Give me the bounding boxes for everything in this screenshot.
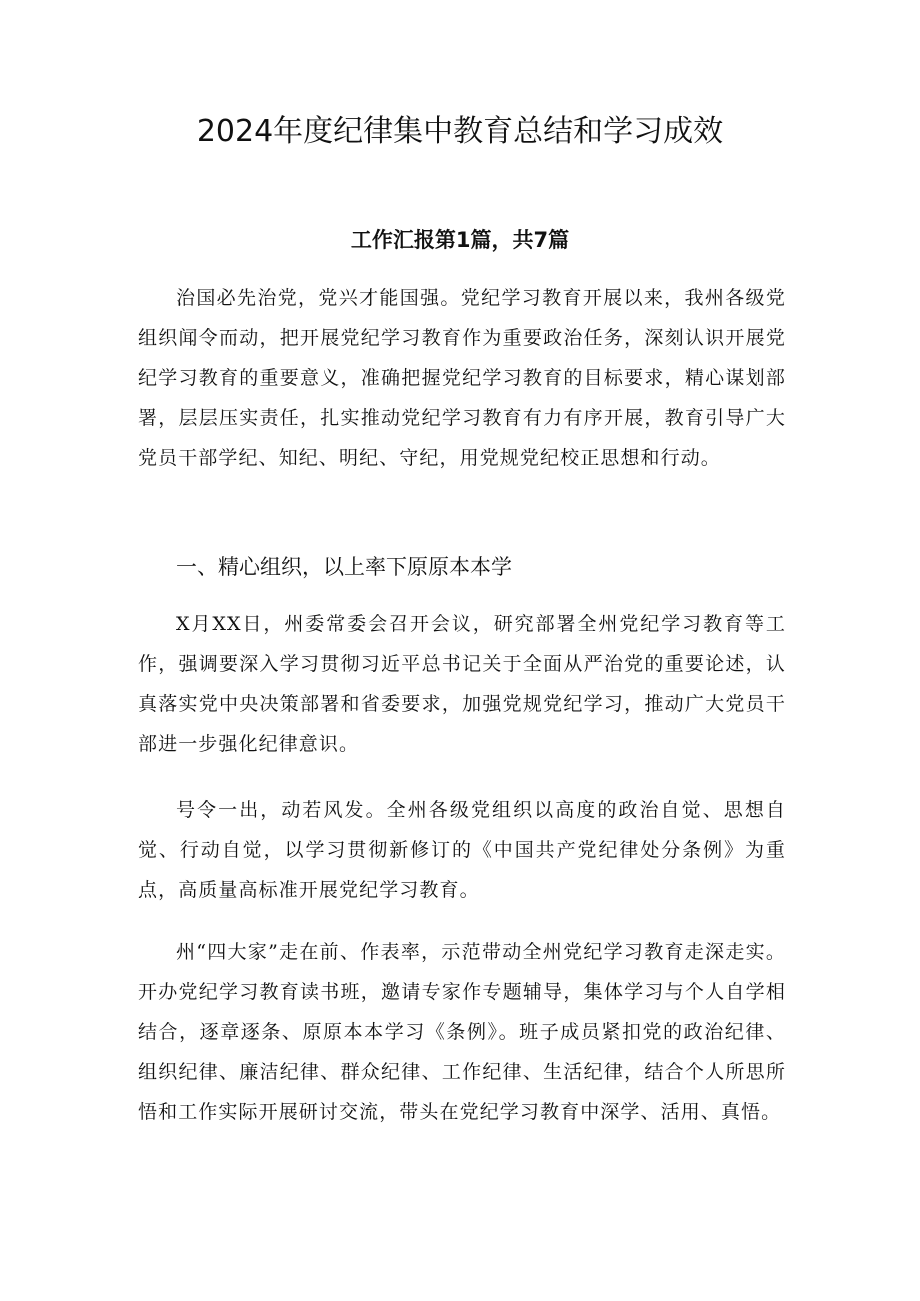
paragraph-meeting: X月XX日，州委常委会召开会议，研究部署全州党纪学习教育等工作，强调要深入学习贯彻习近平总书记关于全面从严治党的重要论述，认真落实党中央决策部署和省委要求，加强党规党纪学习，推动广大党员干部进一步强化纪律意识。 xyxy=(138,613,786,755)
paragraph-response: 号令一出，动若风发。全州各级党组织以高度的政治自觉、思想自觉、行动自觉，以学习贯彻新修订的《中国共产党纪律处分条例》为重点，高质量高标准开展党纪学习教育。 xyxy=(138,799,786,901)
paragraph-leadership: 州“四大家”走在前、作表率，示范带动全州党纪学习教育走深走实。开办党纪学习教育读书班，邀请专家作专题辅导，集体学习与个人自学相结合，逐章逐条、原原本本学习《条例》。班子成员紧扣党的政治纪律、组织纪律、廉洁纪律、群众纪律、工作纪律、生活纪律，结合个人所思所悟和工作实际开展研讨交流，带头在党纪学习教育中深学、活用、真悟。 xyxy=(138,941,786,1123)
paragraph-intro: 治国必先治党，党兴才能国强。党纪学习教育开展以来，我州各级党组织闻令而动，把开展党纪学习教育作为重要政治任务，深刻认识开展党纪学习教育的重要意义，准确把握党纪学习教育的目标要求，精心谋划部署，层层压实责任，扎实推动党纪学习教育有力有序开展，教育引导广大党员干部学纪、知纪、明纪、守纪，用党规党纪校正思想和行动。 xyxy=(138,287,786,469)
document-title: 2024年度纪律集中教育总结和学习成效 xyxy=(196,114,724,149)
section-heading: 一、精心组织，以上率下原原本本学 xyxy=(176,555,512,579)
document-subtitle: 工作汇报第1篇，共7篇 xyxy=(350,228,570,252)
